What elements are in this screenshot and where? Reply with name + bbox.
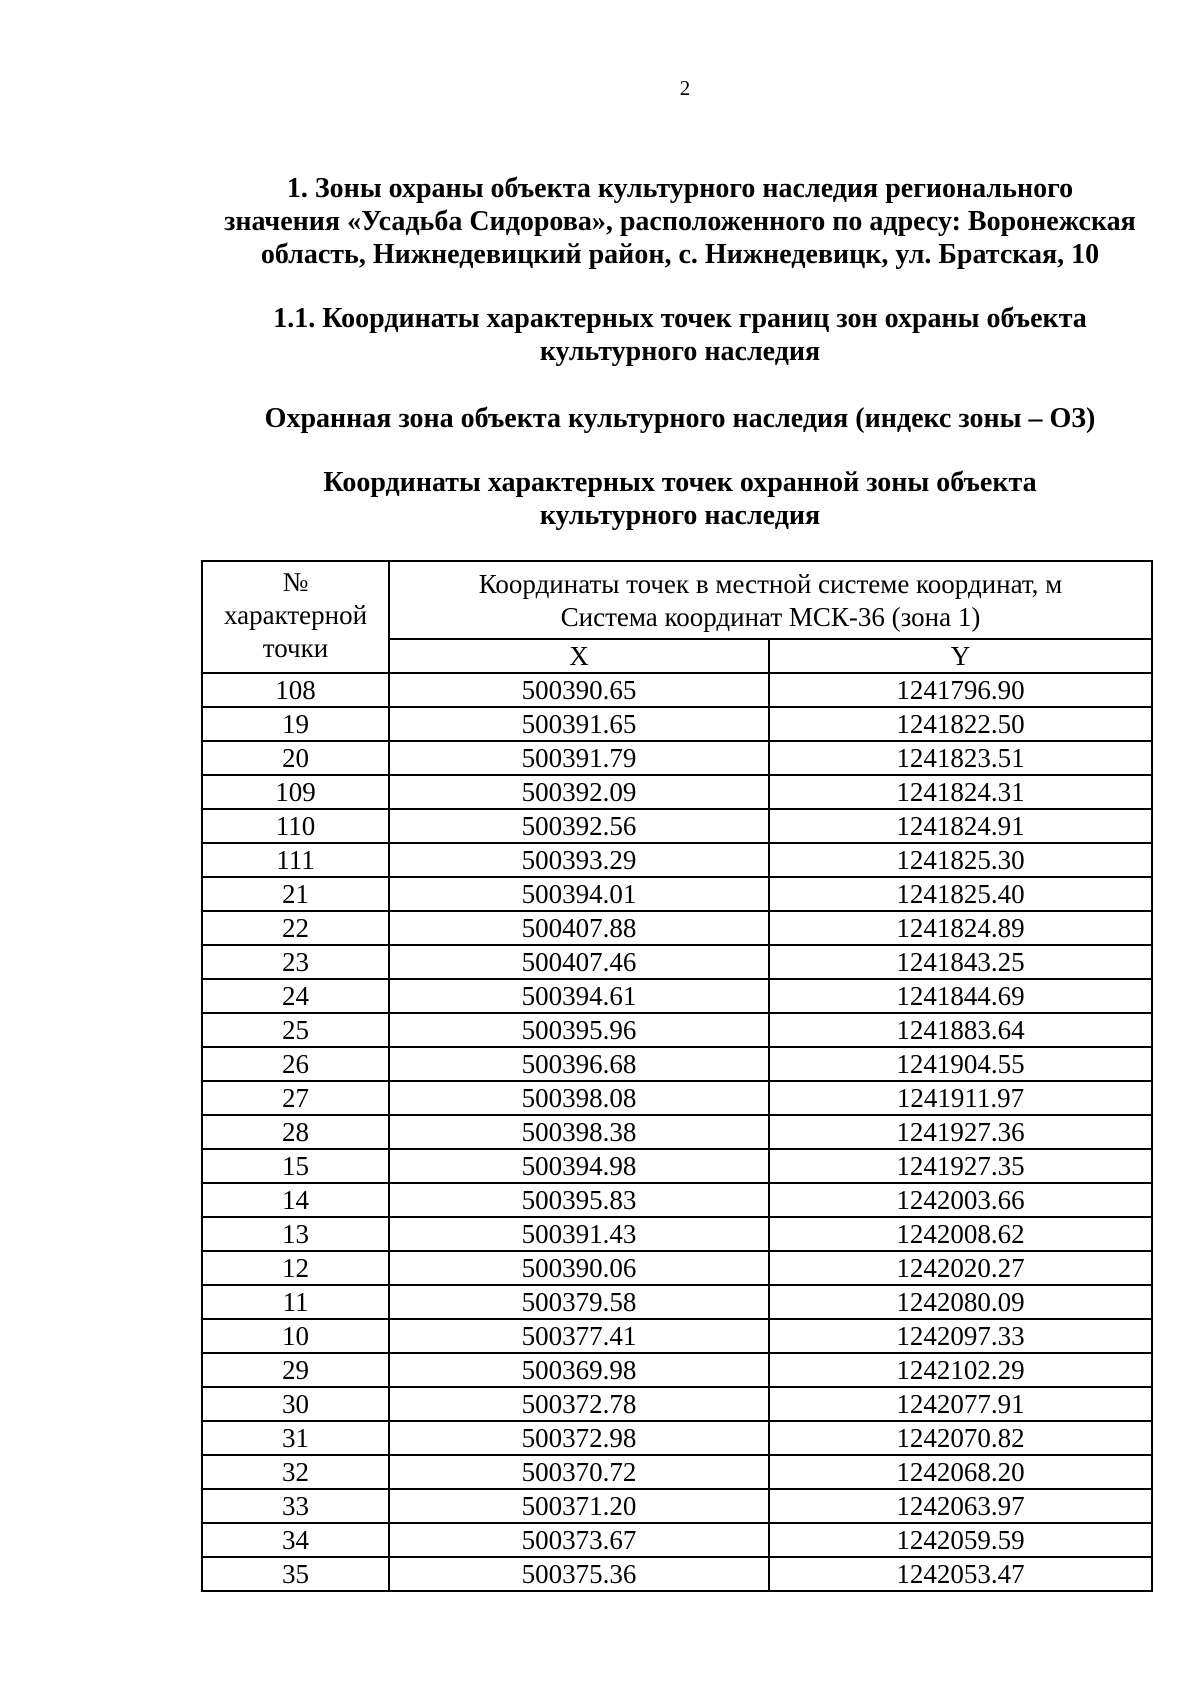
cell-point-number: 30 xyxy=(202,1387,389,1421)
cell-point-number: 26 xyxy=(202,1047,389,1081)
table-title-line: культурного наследия xyxy=(539,500,821,531)
table-row xyxy=(202,843,1152,877)
table-row xyxy=(202,809,1152,843)
cell-point-number: 35 xyxy=(202,1557,389,1591)
cell-y: 1241796.90 xyxy=(769,673,1152,707)
cell-point-number: 31 xyxy=(202,1421,389,1455)
zone-title xyxy=(200,402,1160,435)
header-point-line: точки xyxy=(262,633,329,663)
table-row xyxy=(202,877,1152,911)
cell-x: 500391.43 xyxy=(389,1217,769,1251)
cell-y: 1241823.51 xyxy=(769,741,1152,775)
cell-point-number: 29 xyxy=(202,1353,389,1387)
section-title xyxy=(200,172,1160,271)
section-title-line: 1. Зоны охраны объекта культурного наследия регионального xyxy=(286,173,1074,204)
header-point-line: характерной xyxy=(223,600,368,630)
cell-point-number: 21 xyxy=(202,877,389,911)
table-row xyxy=(202,945,1152,979)
cell-y: 1242053.47 xyxy=(769,1557,1152,1591)
cell-point-number: 12 xyxy=(202,1251,389,1285)
cell-point-number: 13 xyxy=(202,1217,389,1251)
cell-x: 500394.61 xyxy=(389,979,769,1013)
cell-y: 1241904.55 xyxy=(769,1047,1152,1081)
cell-point-number: 11 xyxy=(202,1285,389,1319)
cell-y: 1241927.35 xyxy=(769,1149,1152,1183)
cell-y: 1241825.30 xyxy=(769,843,1152,877)
table-row xyxy=(202,1285,1152,1319)
cell-x: 500394.01 xyxy=(389,877,769,911)
table-row xyxy=(202,1115,1152,1149)
table-row xyxy=(202,1319,1152,1353)
header-system-line: Координаты точек в местной системе координат, м xyxy=(478,569,1063,599)
page-number: 2 xyxy=(679,76,691,100)
header-point-line: № xyxy=(282,567,309,597)
cell-y: 1242097.33 xyxy=(769,1319,1152,1353)
cell-y: 1242080.09 xyxy=(769,1285,1152,1319)
table-row xyxy=(202,1387,1152,1421)
table-row xyxy=(202,1251,1152,1285)
table-row xyxy=(202,1217,1152,1251)
cell-point-number: 33 xyxy=(202,1489,389,1523)
cell-y: 1241911.97 xyxy=(769,1081,1152,1115)
table-row xyxy=(202,1013,1152,1047)
section-title-line: область, Нижнедевицкий район, с. Нижнедевицк, ул. Братская, 10 xyxy=(260,239,1100,270)
table-row xyxy=(202,775,1152,809)
cell-y: 1242008.62 xyxy=(769,1217,1152,1251)
cell-y: 1241824.31 xyxy=(769,775,1152,809)
cell-y: 1242068.20 xyxy=(769,1455,1152,1489)
cell-point-number: 110 xyxy=(202,809,389,843)
cell-y: 1241824.91 xyxy=(769,809,1152,843)
cell-y: 1242063.97 xyxy=(769,1489,1152,1523)
cell-y: 1241824.89 xyxy=(769,911,1152,945)
cell-point-number: 23 xyxy=(202,945,389,979)
subsection-title-line: 1.1. Координаты характерных точек границ зон охраны объекта xyxy=(273,303,1087,334)
header-x: X xyxy=(389,639,769,673)
cell-point-number: 24 xyxy=(202,979,389,1013)
cell-x: 500394.98 xyxy=(389,1149,769,1183)
table-row xyxy=(202,707,1152,741)
cell-point-number: 10 xyxy=(202,1319,389,1353)
cell-x: 500407.88 xyxy=(389,911,769,945)
cell-y: 1241843.25 xyxy=(769,945,1152,979)
cell-x: 500398.08 xyxy=(389,1081,769,1115)
cell-x: 500391.79 xyxy=(389,741,769,775)
cell-x: 500392.09 xyxy=(389,775,769,809)
table-row xyxy=(202,673,1152,707)
cell-y: 1242020.27 xyxy=(769,1251,1152,1285)
cell-x: 500370.72 xyxy=(389,1455,769,1489)
cell-y: 1242102.29 xyxy=(769,1353,1152,1387)
cell-y: 1241927.36 xyxy=(769,1115,1152,1149)
cell-point-number: 20 xyxy=(202,741,389,775)
cell-point-number: 14 xyxy=(202,1183,389,1217)
table-row xyxy=(202,1489,1152,1523)
cell-point-number: 111 xyxy=(202,843,389,877)
cell-point-number: 27 xyxy=(202,1081,389,1115)
cell-x: 500407.46 xyxy=(389,945,769,979)
cell-x: 500395.96 xyxy=(389,1013,769,1047)
table-title-line: Координаты характерных точек охранной зоны объекта xyxy=(323,467,1037,498)
cell-point-number: 19 xyxy=(202,707,389,741)
table-row xyxy=(202,1421,1152,1455)
cell-x: 500371.20 xyxy=(389,1489,769,1523)
table-row xyxy=(202,1183,1152,1217)
header-y: Y xyxy=(769,639,1152,673)
cell-x: 500372.78 xyxy=(389,1387,769,1421)
header-system-line: Система координат МСК-36 (зона 1) xyxy=(560,602,981,632)
table-row xyxy=(202,741,1152,775)
cell-x: 500395.83 xyxy=(389,1183,769,1217)
cell-y: 1242003.66 xyxy=(769,1183,1152,1217)
cell-x: 500391.65 xyxy=(389,707,769,741)
section-title-line: значения «Усадьба Сидорова», расположенного по адресу: Воронежская xyxy=(224,206,1136,237)
table-body xyxy=(202,673,1152,1591)
cell-x: 500379.58 xyxy=(389,1285,769,1319)
table-row xyxy=(202,1081,1152,1115)
header-coordinate-system xyxy=(389,561,1152,639)
cell-x: 500373.67 xyxy=(389,1523,769,1557)
cell-point-number: 34 xyxy=(202,1523,389,1557)
table-header-row xyxy=(202,561,1152,639)
cell-point-number: 32 xyxy=(202,1455,389,1489)
table-row xyxy=(202,979,1152,1013)
cell-point-number: 108 xyxy=(202,673,389,707)
cell-x: 500372.98 xyxy=(389,1421,769,1455)
table-row xyxy=(202,1149,1152,1183)
cell-x: 500393.29 xyxy=(389,843,769,877)
cell-x: 500396.68 xyxy=(389,1047,769,1081)
cell-y: 1242070.82 xyxy=(769,1421,1152,1455)
cell-point-number: 109 xyxy=(202,775,389,809)
cell-x: 500398.38 xyxy=(389,1115,769,1149)
cell-point-number: 22 xyxy=(202,911,389,945)
cell-x: 500390.06 xyxy=(389,1251,769,1285)
table-row xyxy=(202,911,1152,945)
table-title xyxy=(200,466,1160,532)
table-row xyxy=(202,1353,1152,1387)
cell-x: 500377.41 xyxy=(389,1319,769,1353)
cell-y: 1242059.59 xyxy=(769,1523,1152,1557)
table-row xyxy=(202,1047,1152,1081)
subsection-title-line: культурного наследия xyxy=(539,336,821,367)
table-row xyxy=(202,1523,1152,1557)
subsection-title xyxy=(200,302,1160,368)
cell-y: 1241844.69 xyxy=(769,979,1152,1013)
cell-y: 1241825.40 xyxy=(769,877,1152,911)
cell-y: 1241822.50 xyxy=(769,707,1152,741)
cell-point-number: 25 xyxy=(202,1013,389,1047)
cell-point-number: 15 xyxy=(202,1149,389,1183)
table-row xyxy=(202,1557,1152,1591)
header-point-number xyxy=(202,561,389,673)
cell-x: 500375.36 xyxy=(389,1557,769,1591)
table-row xyxy=(202,1455,1152,1489)
zone-title-line: Охранная зона объекта культурного наследия (индекс зоны – ОЗ) xyxy=(264,403,1096,434)
cell-x: 500390.65 xyxy=(389,673,769,707)
cell-x: 500392.56 xyxy=(389,809,769,843)
coordinates-table xyxy=(201,560,1153,1592)
cell-y: 1241883.64 xyxy=(769,1013,1152,1047)
cell-point-number: 28 xyxy=(202,1115,389,1149)
cell-x: 500369.98 xyxy=(389,1353,769,1387)
cell-y: 1242077.91 xyxy=(769,1387,1152,1421)
